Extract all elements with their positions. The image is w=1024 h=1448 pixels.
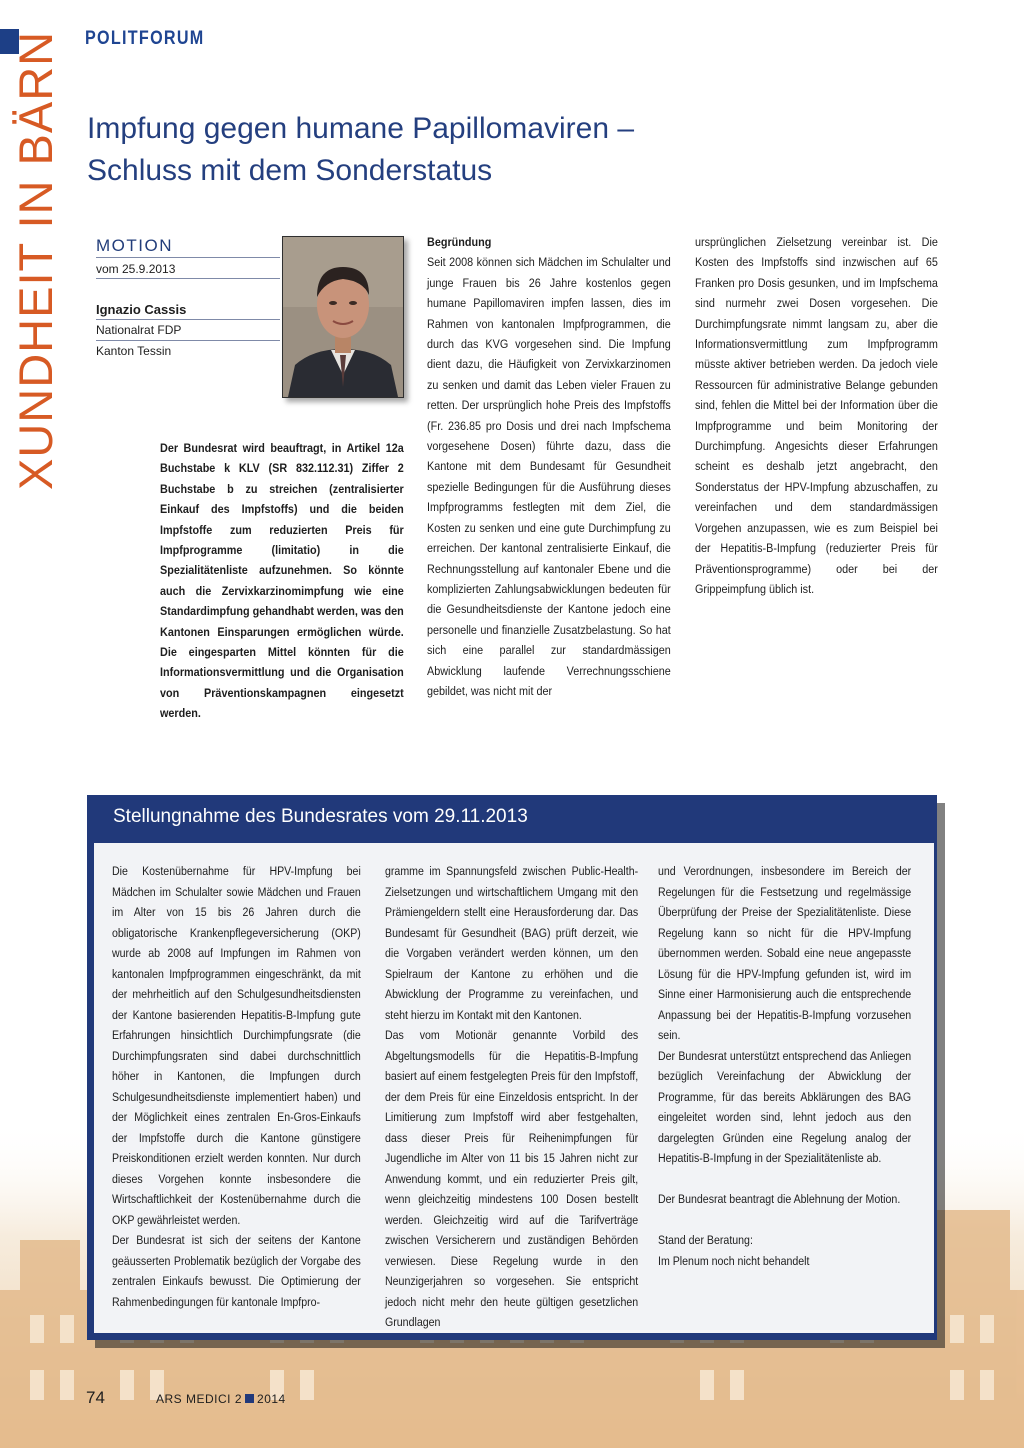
statement-conclusion: Der Bundesrat beantragt die Ablehnung der Motion.: [658, 1192, 901, 1206]
begruendung-heading: Begründung: [427, 235, 492, 249]
page-number: 74: [86, 1388, 105, 1407]
info-rule: [96, 278, 280, 279]
motion-paragraph: Der Bundesrat wird beauftragt, in Artikel 12a Buchstabe k KLV (SR 832.112.31) Ziffer 2 Buchstabe b zu streichen (zentralisierter Einkauf des Impfstoffs) und die beiden Impfstoffe zum reduzierten Preis für Impfprogramme (limitatio) in die Spezialitätenliste aufzunehmen. So könnte auch die Zervixkarzinomimpfung wie eine Standardimpfung gehandhabt werden, was den Kantonen Einsparungen ermöglichen würde. Die eingesparten Mittel könnten für die Informationsvermittlung und die Organisation von Präventionskampagnen eingesetzt werden.: [160, 441, 404, 721]
magazine-name: ARS MEDICI 2: [156, 1392, 243, 1406]
magazine-year: 2014: [257, 1392, 286, 1406]
begruendung-column-2: [695, 232, 938, 599]
statement-paragraph: Die Kostenübernahme für HPV-Impfung bei Mädchen im Schulalter sowie Mädchen und Frauen im Alter von 15 bis 26 Jahren durch die obligatorische Krankenpflegeversicherung (OKP) wurde ab 2008 auf Impfungen im Rahmen von kantonalen Impfprogrammen eingeschränkt, da mit der mehrheitlich auf den Schulgesundheitsdiensten der Kantone basierenden Hepatitis-B-Impfung gute Erfahrungen hinsichtlich Durchimpfungsrate (die Durchimpfungsraten sind dabei durchschnittlich höher in Kantonen, die Impfungen durch Schulgesundheitsdienste implementiert haben) und der Möglichkeit eines zentralen En-Gros-Einkaufs der Impfstoffe durch die Kantone günstigere Preiskonditionen erzielt werden konnten. Nur durch dieses Vorgehen konnte insbesondere die Wirtschaftlichkeit der Kostenübernahme durch die OKP gewährleistet werden.: [112, 864, 361, 1227]
section-label: POLITFORUM: [85, 28, 205, 49]
side-title: XUNDHEIT IN BÄRN: [9, 30, 62, 490]
motion-author: Ignazio Cassis: [96, 302, 187, 317]
begruendung-column-1: [427, 232, 671, 701]
article-title: [87, 108, 787, 192]
statement-column-3: [658, 861, 911, 1271]
motion-author-canton: Kanton Tessin: [96, 344, 172, 358]
statement-paragraph: Der Bundesrat unterstützt entsprechend das Anliegen bezüglich Vereinfachung der Abwicklung der Programme, für das bereits Abklärungen des BAG eingeleitet worden sind, lehnt jedoch aus den dargelegten Gründen eine Regelung analog der Hepatitis-B-Impfung in der Spezialitätenliste ab.: [658, 1048, 912, 1165]
motion-label: MOTION: [96, 236, 173, 255]
statement-column-1: [112, 861, 361, 1312]
statement-paragraph: Das vom Motionär genannte Vorbild des Abgeltungsmodells für die Hepatitis-B-Impfung basiert auf einem festgelegten Preis für den Impfstoff, der dem Preis für eine Einzeldosis entspricht. In der Limitierung zum Impfstoff wird aber festgehalten, dass dieser Preis für Reihenimpfungen für Jugendliche im Alter von 11 bis 15 Jahren nicht zur Anwendung kommt, und ein reduzierter Preis gilt, wenn gleichzeitig mindestens 100 Dosen bestellt werden. Gleichzeitig wird auf die Tarifverträge zwischen Versicherern und zuständigen Behörden verwiesen. Diese Regelung wurde in den Neunzigerjahren so vorgesehen. Sie entspricht jedoch nicht mehr den heute gültigen gesetzlichen Grundlagen: [385, 1028, 639, 1329]
statement-status-label: Stand der Beratung:: [658, 1233, 753, 1247]
portrait-illustration: [283, 237, 403, 397]
statement-paragraph: und Verordnungen, insbesondere im Bereich der Regelungen für die Festsetzung und regelmässige Überprüfung der Preise der Spezialitätenliste. Diese Regelung kann so nicht für die HPV-Impfung übernommen werden. Sobald eine neue angepasste Lösung für die HPV-Impfung gefunden ist, wird im Sinne einer Harmonisierung auch die entsprechende Anpassung bei der Hepatitis-B-Impfung vorzusehen sein.: [658, 864, 912, 1042]
info-rule: [96, 319, 280, 320]
info-rule: [96, 257, 280, 258]
statement-column-2: [385, 861, 638, 1333]
begruendung-paragraph-continued: ursprünglichen Zielsetzung vereinbar ist. Die Kosten des Impfstoffs sind inzwischen auf 65 Franken pro Dosis gesunken, und im Impfschema sind nurmehr zwei Dosen vorgesehen. Die Durchimpfungsrate nimmt langsam zu, aber die Informationsvermittlung zum Impfprogramm müsste aktiver betrieben werden. Da jedoch viele Ressourcen für administrative Belange gebunden sind, fehlen die Mittel bei der Information über die Impfprogramme und beim Monitoring der Durchimpfung. Angesichts dieser Erfahrungen scheint es deshalb jetzt angebracht, den Sonderstatus der HPV-Impfung abzuschaffen, zu vereinfachen und dem standardmässigen Vorgehen anzupassen, wie es zum Beispiel bei der Hepatitis-B-Impfung (reduzierter Preis für Präventionsprogramme) oder bei der Grippeimpfung üblich ist.: [695, 235, 938, 596]
article-title-line1: Impfung gegen humane Papillomaviren –: [87, 112, 635, 145]
footer-square-icon: [245, 1394, 254, 1403]
statement-box-title: Stellungnahme des Bundesrates vom 29.11.2013: [113, 806, 528, 827]
motion-date: vom 25.9.2013: [96, 262, 176, 276]
begruendung-paragraph: Seit 2008 können sich Mädchen im Schulalter und junge Frauen bis 26 Jahre kostenlos gegen humane Papillomaviren impfen lassen, dies im Rahmen von kantonalen Impfprogrammen, die durch das KVG vorgesehen sind. Die Impfung dient dazu, die Häufigkeit von Zervixkarzinomen zu senken und damit das Leben vieler Frauen zu retten. Der ursprünglich hohe Preis des Impfstoffs (Fr. 236.85 pro Dosis und drei nach Impfschema vorgesehene Dosen) führte dazu, dass die Kantone mit dem Bundesamt für Gesundheit spezielle Bedingungen für die Ausführung dieses Impfprogramms festlegten mit dem Ziel, die Kosten zu senken und eine gute Durchimpfung zu erreichen. Der kantonal zentralisierte Einkauf, die Rechnungsstellung auf kantonaler Ebene und die komplizierten Zahlungsabwicklungen bedeuten für die Gesundheitsdienste der Kantone jedoch eine personelle und finanzielle Zusatzbelastung. So hat sich eine parallel zur standardmässigen Abwicklung laufende Verrechnungsschiene gebildet, was nicht mit der: [427, 255, 671, 698]
info-rule: [96, 340, 280, 341]
motion-author-role: Nationalrat FDP: [96, 323, 182, 337]
statement-paragraph: Der Bundesrat ist sich der seitens der Kantone geäusserten Problematik bezüglich der Vorgabe des zentralen Einkaufs bewusst. Die Optimierung der Rahmenbedingungen für kantonale Impfpro-: [112, 1233, 361, 1309]
magazine-reference: [156, 1392, 286, 1406]
statement-status-value: Im Plenum noch nicht behandelt: [658, 1253, 810, 1268]
motion-text: [160, 438, 404, 724]
article-title-line2: Schluss mit dem Sonderstatus: [87, 154, 493, 187]
author-portrait: [282, 236, 404, 398]
statement-paragraph: gramme im Spannungsfeld zwischen Public-Health-Zielsetzungen und wirtschaftlichem Umgang mit den Prämiengeldern stellt eine Herausforderung dar. Das Bundesamt für Gesundheit (BAG) prüft derzeit, wie die Vorgaben verändert werden können, um den Spielraum der Kantone zu erhöhen und die Abwicklung der Programme zu vereinfachen, und steht hierzu im Kontakt mit den Kantonen.: [385, 864, 639, 1022]
